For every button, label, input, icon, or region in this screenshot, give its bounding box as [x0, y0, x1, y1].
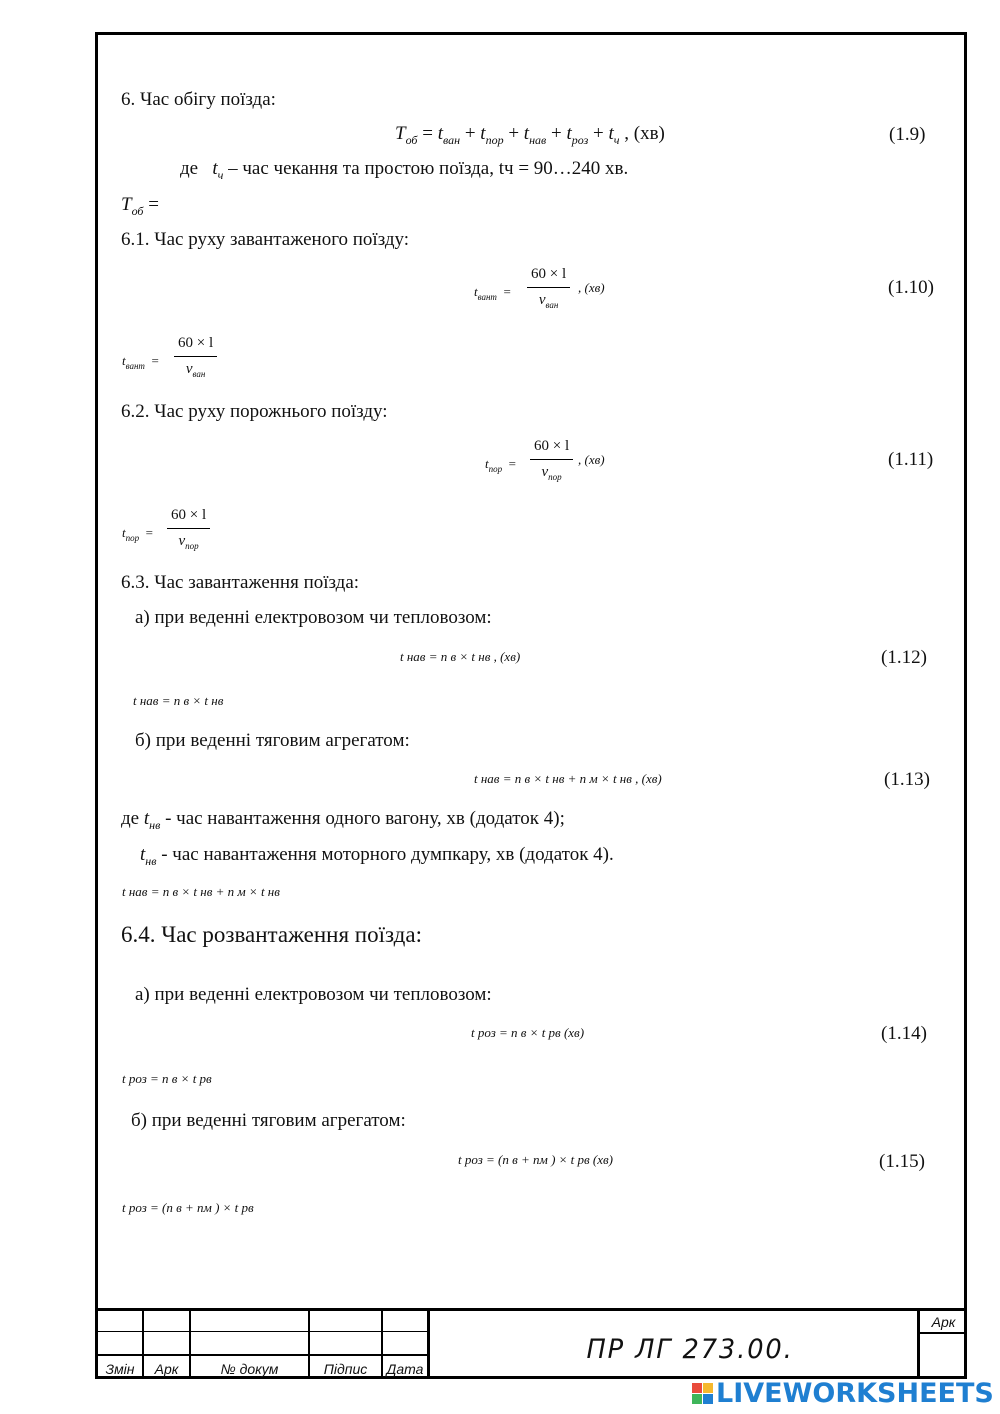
sheet-label: Арк	[931, 1314, 956, 1330]
section-6-2-heading: 6.2. Час руху порожнього поїзду:	[121, 401, 388, 422]
note-t-nv-dumpcar: $t_{нв}$ - час навантаження моторного думпкару, хв (додаток 4).	[140, 844, 614, 868]
col-dokum: № докум	[220, 1361, 279, 1377]
case-b-loading: б) при веденні тяговим агрегатом:	[135, 730, 410, 751]
result-1-11-lhs: $t_{пор}$ =	[122, 525, 153, 543]
section-6-4-heading: 6.4. Час розвантаження поїзда:	[121, 922, 422, 947]
equation-number-1-9: (1.9)	[889, 124, 926, 145]
tb-hline	[95, 1354, 429, 1356]
formula-1-9: $T_{об} = t_{ван} + t_{пор} + t_{нав} + t_{роз} + t_ч$ , (хв)	[395, 123, 665, 147]
section-6-3-heading: 6.3. Час завантаження поїзда:	[121, 572, 360, 593]
equation-number-1-13: (1.13)	[884, 769, 930, 790]
formula-1-11-lhs: $t_{пор}$ =	[485, 456, 516, 474]
liveworksheets-logo-icon	[692, 1383, 713, 1404]
result-1-15: t роз = (n в + nм ) × t рв	[122, 1200, 254, 1215]
col-data: Дата	[386, 1361, 424, 1377]
where-note-tch: де $t_ч$ – час чекання та простою поїзда, tч = 90…240 хв.	[180, 158, 629, 182]
result-line-Tob: $T_{об}$ =	[121, 194, 159, 218]
result-1-12: t нав = n в × t нв	[133, 693, 224, 708]
col-pidpys: Підпис	[323, 1361, 368, 1377]
section-6-1-heading: 6.1. Час руху завантаженого поїзду:	[121, 229, 410, 250]
result-1-11-fraction: 60 × l $v_{пор}$	[167, 507, 210, 551]
liveworksheets-watermark	[692, 1378, 994, 1408]
case-a-loading: а) при веденні електровозом чи тепловозом:	[135, 607, 492, 628]
formula-1-10-lhs: $t_{вант}$ =	[474, 284, 511, 302]
col-ark: Арк	[154, 1361, 179, 1377]
formula-1-10-unit: , (хв)	[578, 280, 605, 295]
formula-1-13: t нав = n в × t нв + n м × t нв , (хв)	[474, 771, 662, 786]
formula-1-10-fraction: 60 × l $v_{ван}$	[527, 266, 570, 310]
formula-1-11-unit: , (хв)	[578, 452, 605, 467]
equation-number-1-14: (1.14)	[881, 1023, 927, 1044]
note-t-nv-wagon: де $t_{нв}$ - час навантаження одного вагону, хв (додаток 4);	[121, 808, 565, 832]
tb-hline	[917, 1332, 967, 1334]
col-zmin: Змін	[105, 1361, 135, 1377]
tb-hline	[95, 1331, 429, 1332]
case-a-unloading: а) при веденні електровозом чи тепловозом:	[135, 984, 492, 1005]
title-block	[95, 1308, 967, 1379]
tb-vline	[427, 1308, 430, 1379]
result-1-10-fraction: 60 × l $v_{ван}$	[174, 335, 217, 379]
formula-1-15: t роз = (n в + nм ) × t рв (хв)	[458, 1152, 614, 1167]
equation-number-1-12: (1.12)	[881, 647, 927, 668]
formula-1-12: t нав = n в × t нв , (хв)	[400, 649, 521, 664]
equation-number-1-15: (1.15)	[879, 1151, 925, 1172]
formula-1-14: t роз = n в × t рв (хв)	[471, 1025, 585, 1040]
equation-number-1-11: (1.11)	[888, 449, 934, 470]
case-b-unloading: б) при веденні тяговим агрегатом:	[131, 1110, 406, 1131]
document-number: ПР ЛГ 273.00.	[586, 1334, 794, 1365]
result-1-13: t нав = n в × t нв + n м × t нв	[122, 884, 280, 899]
result-1-10-lhs: $t_{вант}$ =	[122, 353, 159, 371]
liveworksheets-text: LIVEWORKSHEETS	[716, 1377, 994, 1409]
result-1-14: t роз = n в × t рв	[122, 1071, 212, 1086]
section-6-heading: 6. Час обігу поїзда:	[121, 89, 276, 110]
equation-number-1-10: (1.10)	[888, 277, 934, 298]
title-block-top-rule	[95, 1308, 967, 1311]
formula-1-11-fraction: 60 × l $v_{пор}$	[530, 438, 573, 482]
